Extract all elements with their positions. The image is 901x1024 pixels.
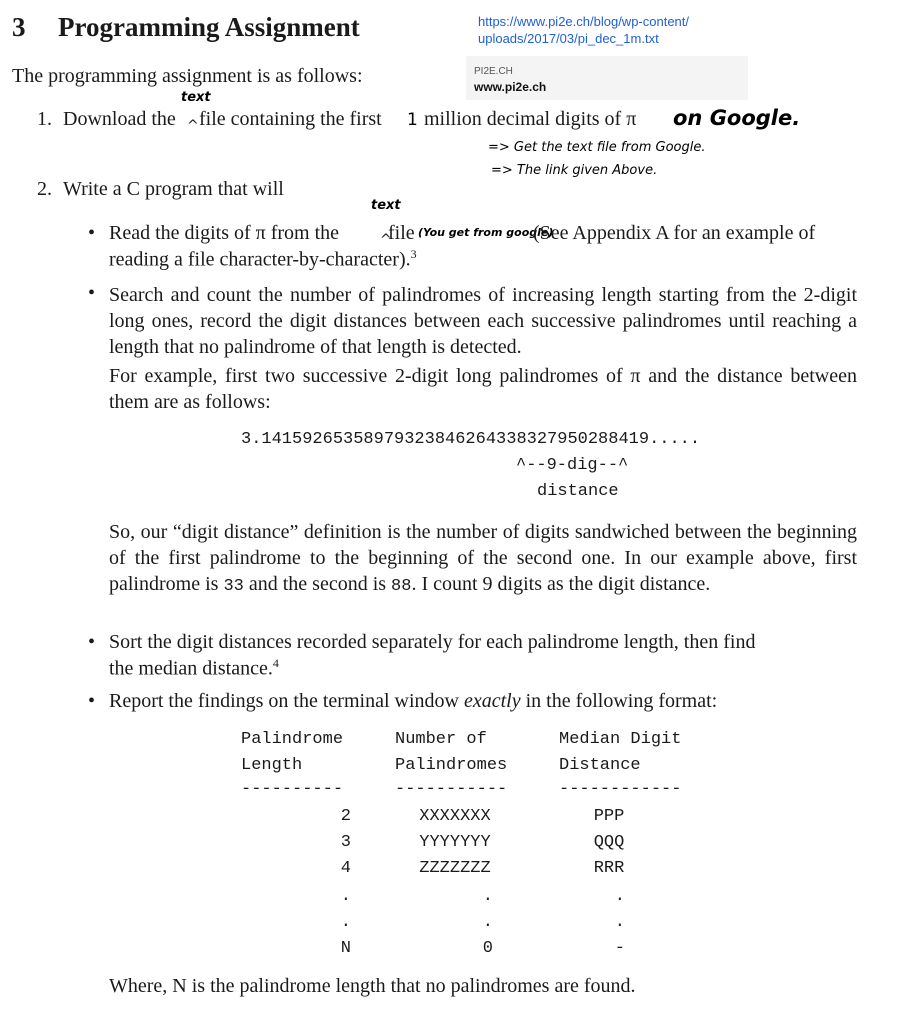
step1-text-before: Download the — [63, 108, 176, 130]
table-row-5-length: . — [340, 913, 351, 932]
table-header-col2-line1: Number of — [395, 730, 487, 749]
table-header-col3-line1: Median Digit — [559, 730, 682, 749]
handwritten-note-line2: => The link given Above. — [491, 163, 658, 178]
table-header-col1-line1: Palindrome — [241, 730, 344, 749]
handwritten-note-line1: => Get the text file from Google. — [488, 140, 706, 155]
table-row-2-count: YYYYYYY — [419, 833, 491, 852]
bullet-4-emphasis: exactly — [463, 690, 521, 712]
table-header-col3-line2: Distance — [559, 756, 641, 775]
bullet-2-example: For example, first two successive 2-digit long palindromes of π and the distance between them are as follows: — [109, 365, 857, 413]
table-header-col2-line2: Palindromes — [395, 756, 508, 775]
handwritten-text-insert-1: text — [181, 90, 211, 105]
distance-marker: ^--9-dig--^ — [516, 456, 629, 475]
table-row-2-length: 3 — [340, 833, 351, 852]
table-rule-col2: ----------- — [395, 780, 508, 799]
step2-number: 2. — [37, 178, 52, 200]
insert-caret-2: ^ — [380, 232, 392, 248]
explanation-part-2: and the second is — [243, 573, 392, 595]
bullet-1-file-word: file — [388, 222, 415, 244]
footnote-4: 4 — [272, 656, 279, 670]
bullet-4-before: Report the findings on the terminal window — [109, 690, 464, 712]
table-row-3-count: ZZZZZZZ — [419, 859, 491, 878]
table-row-1-length: 2 — [340, 807, 351, 826]
table-row-4-count: . — [482, 887, 493, 906]
table-row-4-median: . — [614, 887, 625, 906]
table-header-col1-line2: Length — [241, 756, 303, 775]
intro-text: The programming assignment is as follows: — [12, 65, 363, 87]
distance-label: distance — [537, 482, 619, 501]
bullet-4-marker: • — [88, 690, 96, 712]
table-row-3-median: RRR — [593, 859, 625, 878]
step1-handwritten-one: 1 — [407, 110, 418, 130]
table-row-5-median: . — [614, 913, 625, 932]
step2-text: Write a C program that will — [63, 178, 284, 200]
bullet-1-line2 — [109, 247, 417, 272]
handwritten-text-insert-2: text — [371, 198, 401, 213]
bullet-1-marker: • — [88, 222, 96, 244]
section-number: 3 — [12, 12, 26, 42]
bullet-4-text — [109, 690, 717, 713]
bullet-3-line2-text: the median distance. — [109, 657, 273, 680]
step1-number: 1. — [37, 108, 52, 130]
step1-text-after: file containing the first — [199, 108, 382, 130]
table-row-2-median: QQQ — [593, 833, 625, 852]
table-row-3-length: 4 — [340, 859, 351, 878]
bullet-3-marker: • — [88, 631, 96, 653]
table-row-6-length: N — [340, 939, 351, 958]
table-row-1-count: XXXXXXX — [419, 807, 491, 826]
bullet-1-text-before: Read the digits of π from the — [109, 222, 340, 244]
link-url-line1[interactable]: https://www.pi2e.ch/blog/wp-content/ — [478, 14, 690, 29]
handwritten-you-get-from-google: (You get from google) — [418, 226, 554, 239]
bullet-3-line2 — [109, 656, 279, 681]
bullet-4-after: in the following format: — [520, 690, 718, 712]
table-rule-col3: ------------ — [559, 780, 682, 799]
link-card-site-url: www.pi2e.ch — [474, 80, 547, 94]
bullet-2-text: Search and count the number of palindromes of increasing length starting from the 2-digit long ones, record the digit distances between each successive palindromes until reaching a length that no palindrome of that length is detected. — [109, 284, 857, 358]
palindrome-88: 88 — [391, 577, 412, 596]
explanation-part-1: So, our “digit distance” definition is the number of digits sandwiched between the beginning of the first palindrome to the beginning of the second one. In our example above, first palindrome is — [109, 521, 857, 595]
handwritten-on-google: on Google. — [673, 106, 801, 130]
link-card-site-name: PI2E.CH — [474, 66, 513, 77]
section-title: Programming Assignment — [58, 12, 360, 42]
explanation-part-3: . I count 9 digits as the digit distance. — [411, 573, 711, 595]
bullet-2-explanation — [109, 519, 857, 600]
bullet-2-marker: • — [88, 282, 96, 304]
insert-caret-1: ^ — [187, 118, 199, 134]
bullet-3-line1: Sort the digit distances recorded separately for each palindrome length, then find — [109, 631, 756, 653]
palindrome-33: 33 — [223, 577, 244, 596]
table-row-5-count: . — [482, 913, 493, 932]
bullet-1-line2-text: reading a file character-by-character). — [109, 248, 411, 271]
table-row-1-median: PPP — [593, 807, 625, 826]
table-row-6-count: 0 — [482, 939, 493, 958]
bullet-1-text-after: (See Appendix A for an example of — [533, 222, 816, 244]
closing-text: Where, N is the palindrome length that no palindromes are found. — [109, 975, 636, 997]
table-rule-col1: ---------- — [241, 780, 344, 799]
pi-digits: 3.14159265358979323846264338327950288419..... — [241, 430, 701, 449]
table-row-4-length: . — [340, 887, 351, 906]
step1-text-end: million decimal digits of π — [424, 108, 637, 130]
table-row-6-median: - — [614, 939, 625, 958]
link-url-line2[interactable]: uploads/2017/03/pi_dec_1m.txt — [478, 31, 659, 46]
footnote-3: 3 — [410, 247, 417, 261]
link-preview-card[interactable] — [466, 56, 748, 100]
